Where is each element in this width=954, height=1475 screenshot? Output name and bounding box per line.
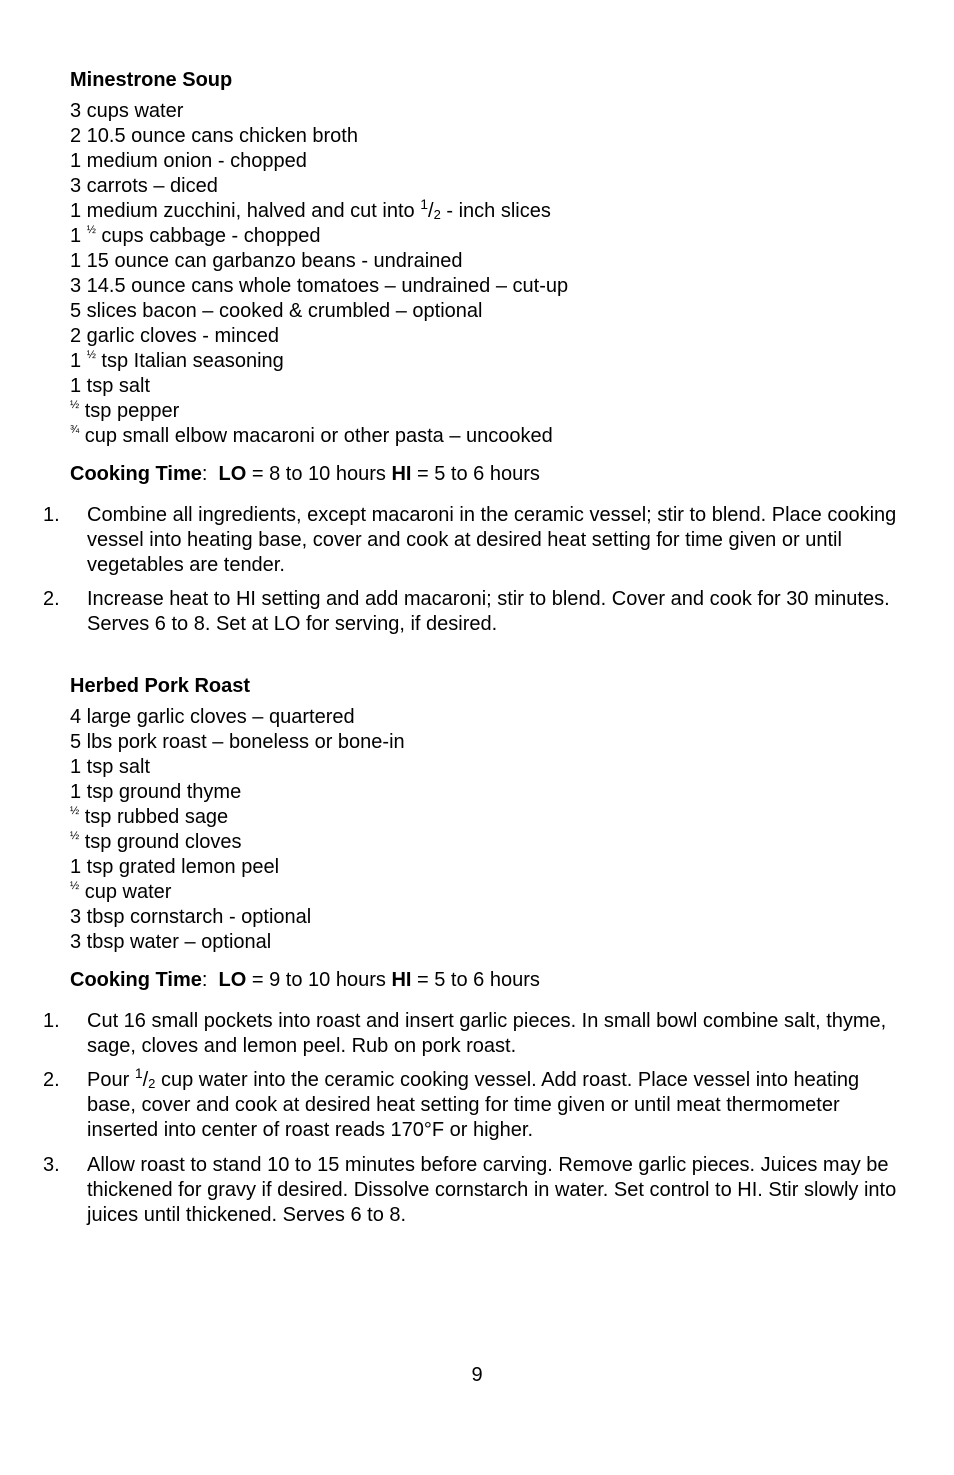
fraction: ½ <box>86 224 96 236</box>
step-text: Increase heat to HI setting and add macaroni; stir to blend. Cover and cook for 30 minutes. Serves 6 to 8. Set at LO for serving, if desired. <box>87 588 890 635</box>
page-number: 9 <box>471 1364 483 1386</box>
ingredient-item: 3 tbsp cornstarch - optional <box>70 906 312 928</box>
ingredient-item: 1 tsp salt <box>70 756 151 778</box>
fraction: ½ <box>86 349 96 361</box>
ingredient-item: 2 10.5 ounce cans chicken broth <box>70 125 358 147</box>
cooking-time: Cooking Time: LO = 9 to 10 hours HI = 5 to 6 hours <box>70 969 540 991</box>
ingredient-item: 1 medium onion - chopped <box>70 150 307 172</box>
ingredient-item: 1 tsp grated lemon peel <box>70 856 280 878</box>
step-text: Cut 16 small pockets into roast and insert garlic pieces. In small bowl combine salt, thyme, sage, cloves and lemon peel. Rub on pork roast. <box>87 1010 887 1057</box>
fraction: ½ <box>70 880 80 892</box>
step-number: 2. <box>43 1069 60 1091</box>
ingredient-item: 3 cups water <box>70 100 184 122</box>
step-number: 2. <box>43 588 60 610</box>
ingredient-item: 1 $^{\frac{1}{2}}$ cups cabbage - chopped <box>70 224 321 247</box>
ingredient-item: 3 tbsp water – optional <box>70 931 272 953</box>
ingredient-item: 3 carrots – diced <box>70 175 218 197</box>
ingredient-item: $^{\frac{1}{2}}$ tsp ground cloves <box>70 830 242 853</box>
recipe-title: Herbed Pork Roast <box>70 675 251 697</box>
ingredient-item: 1 $^{\frac{1}{2}}$ tsp Italian seasoning <box>70 349 284 372</box>
ingredient-item: 2 garlic cloves - minced <box>70 325 279 347</box>
ingredient-item: $^{\frac{1}{2}}$ cup water <box>70 880 172 903</box>
ingredient-item: 1 tsp ground thyme <box>70 781 242 803</box>
ingredient-item: $^{\frac{1}{2}}$ tsp rubbed sage <box>70 805 229 828</box>
step-number: 1. <box>43 1010 60 1032</box>
ingredient-item: $^{\frac{3}{4}}$ cup small elbow macaroni or other pasta – uncooked <box>70 424 553 447</box>
step-text: Allow roast to stand 10 to 15 minutes before carving. Remove garlic pieces. Juices may be thickened for gravy if desired. Dissolve cornstarch in water. Set control to HI. Stir slowly into juices until thickened. Serves 6 to 8. <box>87 1154 897 1226</box>
ingredient-item: 1 15 ounce can garbanzo beans - undrained <box>70 250 463 272</box>
fraction: ½ <box>70 399 80 411</box>
ingredient-item: 4 large garlic cloves – quartered <box>70 706 355 728</box>
ingredient-item: 1 tsp salt <box>70 375 151 397</box>
fraction: ½ <box>70 805 80 817</box>
step-text: Combine all ingredients, except macaroni in the ceramic vessel; stir to blend. Place cooking vessel into heating base, cover and cook at desired heat setting for time given or until vegetables are tender. <box>87 504 897 576</box>
fraction: ¾ <box>70 424 80 436</box>
ingredient-list <box>70 705 405 955</box>
step-number: 1. <box>43 504 60 526</box>
cooking-time: Cooking Time: LO = 8 to 10 hours HI = 5 to 6 hours <box>70 463 540 485</box>
ingredient-list <box>70 99 568 449</box>
ingredient-item: 5 lbs pork roast – boneless or bone-in <box>70 731 405 753</box>
fraction: $^1$/2 <box>134 1065 156 1091</box>
fraction: ½ <box>70 830 80 842</box>
ingredient-item: 3 14.5 ounce cans whole tomatoes – undrained – cut-up <box>70 275 569 297</box>
ingredient-item: $^{\frac{1}{2}}$ tsp pepper <box>70 399 180 422</box>
step-text: Pour $^1$/2 cup water into the ceramic cooking vessel. Add roast. Place vessel into heating base, cover and cook at desired heat setting for time given or until meat thermometer inserted into center of roast reads 170°F or higher. <box>87 1065 860 1141</box>
fraction: $^1$/2 <box>420 196 441 222</box>
ingredient-item: 5 slices bacon – cooked & crumbled – optional <box>70 300 483 322</box>
recipe-title: Minestrone Soup <box>70 69 233 91</box>
step-number: 3. <box>43 1154 60 1176</box>
ingredient-item: 1 medium zucchini, halved and cut into $^1$/2 - inch slices <box>70 196 551 222</box>
